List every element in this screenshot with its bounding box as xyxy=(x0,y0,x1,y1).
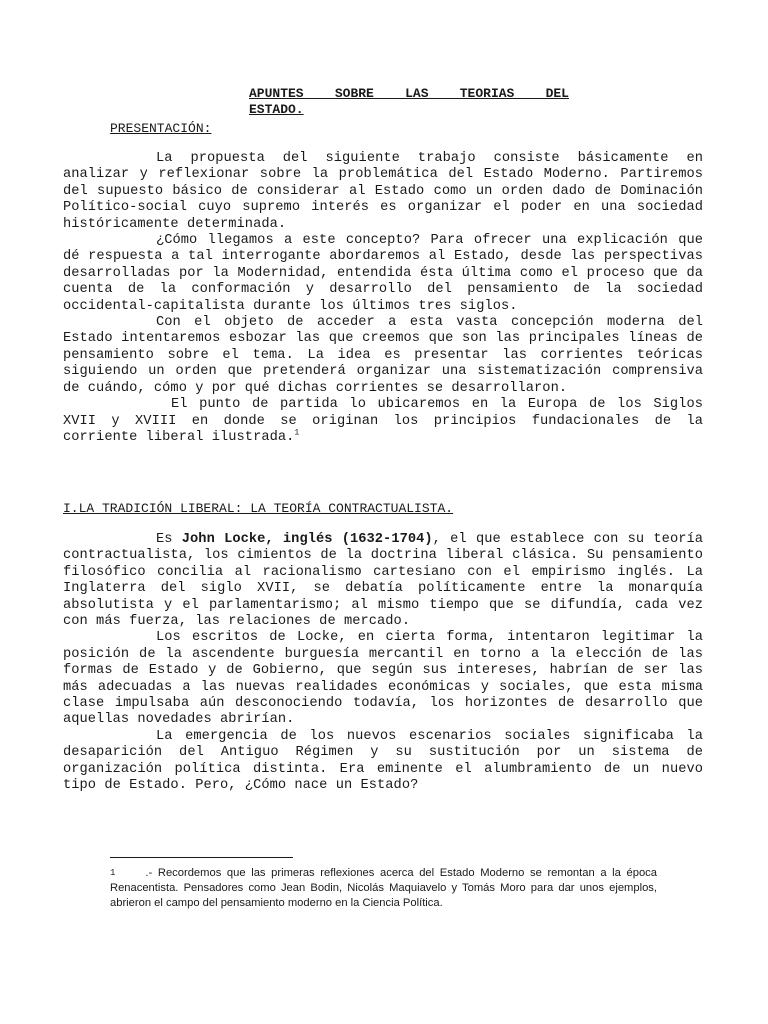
title-line-1: APUNTES SOBRE LAS TEORIAS DEL xyxy=(249,86,569,101)
footnote-divider xyxy=(110,857,293,858)
presentacion-heading: PRESENTACIÓN: xyxy=(110,121,212,136)
paragraph: La emergencia de los nuevos escenarios sociales significaba la desaparición del Antiguo Régimen y su sustitución por un sistema de organización política distinta. Era eminente el alumbramiento de un nuevo tipo de Estado. Pero, ¿Cómo nace un Estado? xyxy=(63,728,703,794)
title-line-2: ESTADO. xyxy=(249,102,304,117)
bold-name: John Locke, inglés (1632-1704) xyxy=(181,532,433,547)
footnote-ref[interactable]: 1 xyxy=(294,428,300,438)
paragraph: Con el objeto de acceder a esta vasta concepción moderna del Estado intentaremos esbozar las que creemos que son las principales líneas de pensamiento sobre el tema. La idea es presentar las corrientes teóricas siguiendo un orden que pretenderá organizar una sistematización comprensiva de cuándo, cómo y por qué dichas corrientes se desarrollaron. xyxy=(63,315,703,396)
section-body xyxy=(63,532,703,795)
paragraph: El punto de partida lo ubicaremos en la Europa de los Siglos XVII y XVIII en donde se originan los principios fundacionales de la corriente liberal ilustrada.$^1$ xyxy=(63,397,703,445)
footnote-number: 1 xyxy=(110,868,116,878)
footnote xyxy=(110,866,657,911)
footnote-text: .- Recordemos que las primeras reflexiones acerca del Estado Moderno se remontan a la época Renacentista. Pensadores como Jean Bodin, Nicolás Maquiavelo y Tomás Moro para dar unos ejemplos, abrieron el campo del pensamiento moderno en la Ciencia Política. xyxy=(110,867,657,909)
paragraph: ¿Cómo llegamos a este concepto? Para ofrecer una explicación que dé respuesta a tal interrogante abordaremos al Estado, desde las perspectivas desarrolladas por la Modernidad, entendida ésta última como el proceso que da cuenta de la conformación y desarrollo del pensamiento de la sociedad occidental-capitalista durante los últimos tres siglos. xyxy=(63,233,703,314)
paragraph: Es John Locke, inglés (1632-1704), el que establece con su teoría contractualista, los cimientos de la doctrina liberal clásica. Su pensamiento filosófico concilia al racionalismo cartesiano con el empirismo inglés. La Inglaterra del siglo XVII, se debatía políticamente entre la monarquía absolutista y el parlamentarismo; al mismo tiempo que se difundía, cada vez con más fuerza, las relaciones de mercado. xyxy=(63,532,703,630)
paragraph: La propuesta del siguiente trabajo consiste básicamente en analizar y reflexionar sobre la problemática del Estado Moderno. Partiremos del supuesto básico de considerar al Estado como un orden dado de Dominación Político-social cuyo supremo interés es organizar el poder en una sociedad históricamente determinada. xyxy=(63,151,703,232)
document-title xyxy=(249,86,569,118)
section-heading: I.LA TRADICIÓN LIBERAL: LA TEORÍA CONTRACTUALISTA. xyxy=(63,501,454,516)
paragraph: Los escritos de Locke, en cierta forma, intentaron legitimar la posición de la ascendente burguesía mercantil en torno a la elección de las formas de Estado y de Gobierno, que según sus intereses, habrían de ser las más adecuadas a las nuevas realidades económicas y sociales, que esta misma clase impulsaba aún desconociendo todavía, los horizontes de desarrollo que aquellas novedades abrirían. xyxy=(63,630,703,728)
presentacion-body xyxy=(63,151,703,446)
